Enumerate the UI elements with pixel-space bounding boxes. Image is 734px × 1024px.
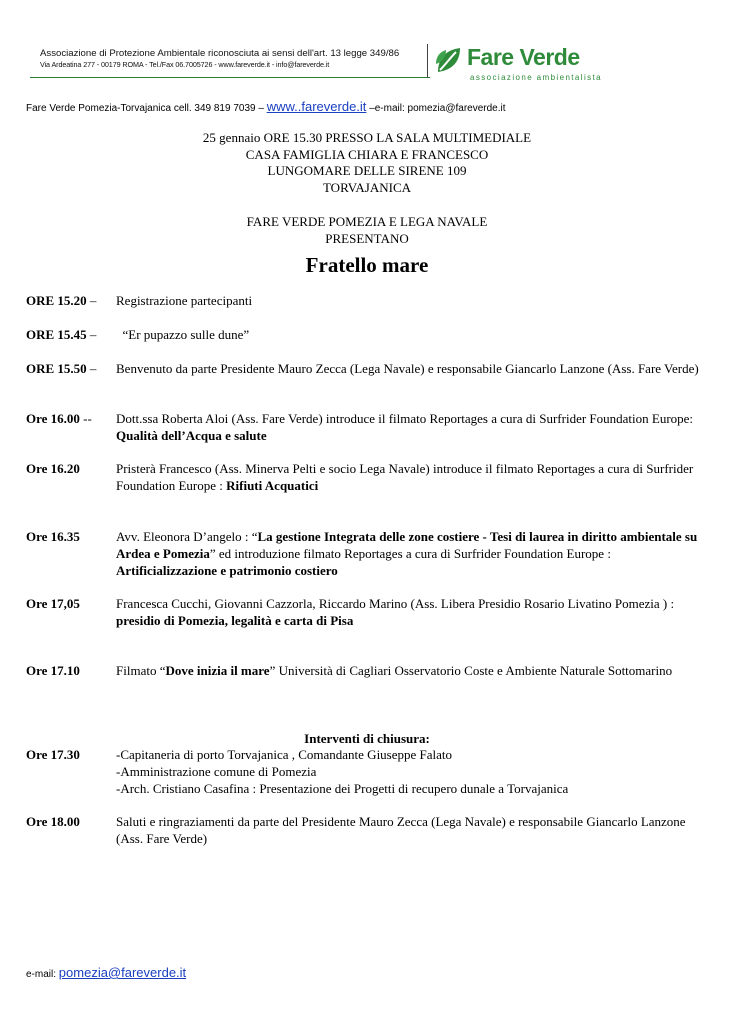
program-time	[26, 595, 80, 612]
contact-prefix: Fare Verde Pomezia-Torvajanica cell. 349 819 7039 –	[26, 103, 264, 114]
header-divider	[427, 44, 428, 78]
intro-line: LUNGOMARE DELLE SIRENE 109	[267, 163, 467, 178]
intro-line: TORVAJANICA	[322, 179, 412, 195]
program-time	[26, 813, 80, 830]
program-description	[116, 360, 706, 377]
program-highlight: Artificializzazione e patrimonio costiero	[116, 563, 338, 578]
program-time-dash: –	[86, 293, 97, 308]
program-text: Benvenuto da parte Presidente Mauro Zecca (Lega Navale) e responsabile Giancarlo Lanzone (Ass. Fare Verde)	[116, 361, 699, 376]
program-highlight: Qualità dell’Acqua e salute	[116, 428, 267, 443]
program-time-label: Ore 16.20	[26, 461, 80, 476]
program-row	[26, 292, 706, 309]
program-row	[26, 460, 706, 494]
presenters-line: FARE VERDE POMEZIA E LEGA NAVALE	[246, 214, 488, 229]
program-text: Filmato “	[116, 663, 166, 678]
program-description	[116, 410, 706, 444]
program-highlight: La gestione Integrata delle zone costiere - Tesi di laurea in diritto ambientale su Ardea e Pomezia	[116, 529, 698, 561]
program-row	[26, 813, 706, 847]
page-title: Fratello mare	[305, 253, 429, 277]
association-header	[40, 48, 420, 70]
program-time	[26, 410, 92, 427]
program-time-label: Ore 17.30	[26, 747, 80, 762]
program-row	[26, 528, 706, 579]
presenters	[0, 214, 734, 247]
program-time-label: Ore 16.00	[26, 411, 80, 426]
program-time-label: Ore 17.10	[26, 663, 80, 678]
program-time	[26, 360, 96, 377]
program-time-label: ORE 15.20	[26, 293, 87, 308]
logo-subtitle: associazione ambientalista	[470, 73, 603, 82]
program-description	[116, 813, 706, 847]
program-time-label: ORE 15.45	[26, 327, 87, 342]
program-text: -Capitaneria di porto Torvajanica , Comandante Giuseppe Falato	[116, 747, 453, 762]
program-row	[26, 360, 706, 377]
program-highlight: presidio di Pomezia, legalità e carta di Pisa	[116, 613, 354, 628]
program-description	[116, 292, 706, 309]
program-text: “Er pupazzo sulle dune”	[116, 327, 250, 342]
program-time	[26, 662, 80, 679]
program-row	[26, 746, 706, 797]
presenters-line: PRESENTANO	[325, 230, 409, 246]
program-time-dash: –	[86, 327, 97, 342]
program-text: -Arch. Cristiano Casafina : Presentazione dei Progetti di recupero dunale a Torvajanica	[116, 781, 569, 796]
program-time-label: ORE 15.50	[26, 361, 87, 376]
program-time	[26, 460, 80, 477]
program-time-label: Ore 17,05	[26, 596, 80, 611]
program-highlight: Rifiuti Acquatici	[226, 478, 319, 493]
program-row	[26, 326, 706, 343]
program-text: Pristerà Francesco (Ass. Minerva Pelti e socio Lega Navale) introduce il filmato Reportages a cura di Surfrider Foundation Europe :	[116, 461, 694, 493]
program-text: Francesca Cucchi, Giovanni Cazzorla, Riccardo Marino (Ass. Libera Presidio Rosario Livatino Pomezia ) :	[116, 596, 675, 611]
association-line-1: Associazione di Protezione Ambientale riconosciuta ai sensi dell'art. 13 legge 349/86	[40, 48, 400, 59]
program-highlight: Dove inizia il mare	[165, 663, 270, 678]
program-row	[26, 662, 706, 679]
program-text: Saluti e ringraziamenti da parte del Presidente Mauro Zecca (Lega Navale) e responsabile Giancarlo Lanzone (Ass. Fare Verde)	[116, 814, 686, 846]
program-time	[26, 746, 80, 763]
program-text: ” ed introduzione filmato Reportages a cura di Surfrider Foundation Europe :	[209, 546, 611, 561]
program-description	[116, 460, 706, 494]
program-description	[116, 326, 706, 343]
logo-name: Fare Verde	[467, 44, 580, 70]
program-description	[116, 528, 706, 579]
program-time	[26, 528, 80, 545]
program-row	[26, 410, 706, 444]
program-description	[116, 746, 706, 797]
program-time	[26, 292, 96, 309]
program-time-dash: --	[79, 411, 92, 426]
website-link[interactable]: www..fareverde.it	[266, 99, 367, 114]
intro-line: 25 gennaio ORE 15.30 PRESSO LA SALA MULTIMEDIALE	[202, 130, 532, 145]
closing-heading: Interventi di chiusura:	[304, 731, 430, 746]
program-text: Dott.ssa Roberta Aloi (Ass. Fare Verde) introduce il filmato Reportages a cura di Surfrider Foundation Europe:	[116, 411, 694, 426]
fare-verde-logo	[434, 44, 609, 84]
footer-label: e-mail:	[26, 969, 59, 980]
program-text: Registrazione partecipanti	[116, 293, 253, 308]
leaf-logo-icon	[434, 44, 466, 76]
program-text: -Amministrazione comune di Pomezia	[116, 764, 317, 779]
event-intro	[0, 130, 734, 196]
program-description	[116, 662, 706, 679]
association-line-2: Via Ardeatina 277 - 00179 ROMA - Tel./Fax 06.7005726 - www.fareverde.it - info@fareverde.it	[40, 60, 330, 69]
header-rule	[30, 77, 430, 78]
footer-email-link[interactable]: pomezia@fareverde.it	[58, 965, 187, 980]
footer-email	[26, 965, 186, 980]
program-text: ” Università di Cagliari Osservatorio Coste e Ambiente Naturale Sottomarino	[269, 663, 673, 678]
program-text: Avv. Eleonora D’angelo : “	[116, 529, 258, 544]
program-time-dash: –	[86, 361, 97, 376]
program-row	[26, 595, 706, 629]
intro-line: CASA FAMIGLIA CHIARA E FRANCESCO	[245, 146, 489, 162]
contact-line	[26, 99, 506, 114]
program-time-label: Ore 18.00	[26, 814, 80, 829]
program-description	[116, 595, 706, 629]
program-time	[26, 326, 96, 343]
contact-email: –e-mail: pomezia@fareverde.it	[369, 103, 506, 114]
program-time-label: Ore 16.35	[26, 529, 80, 544]
